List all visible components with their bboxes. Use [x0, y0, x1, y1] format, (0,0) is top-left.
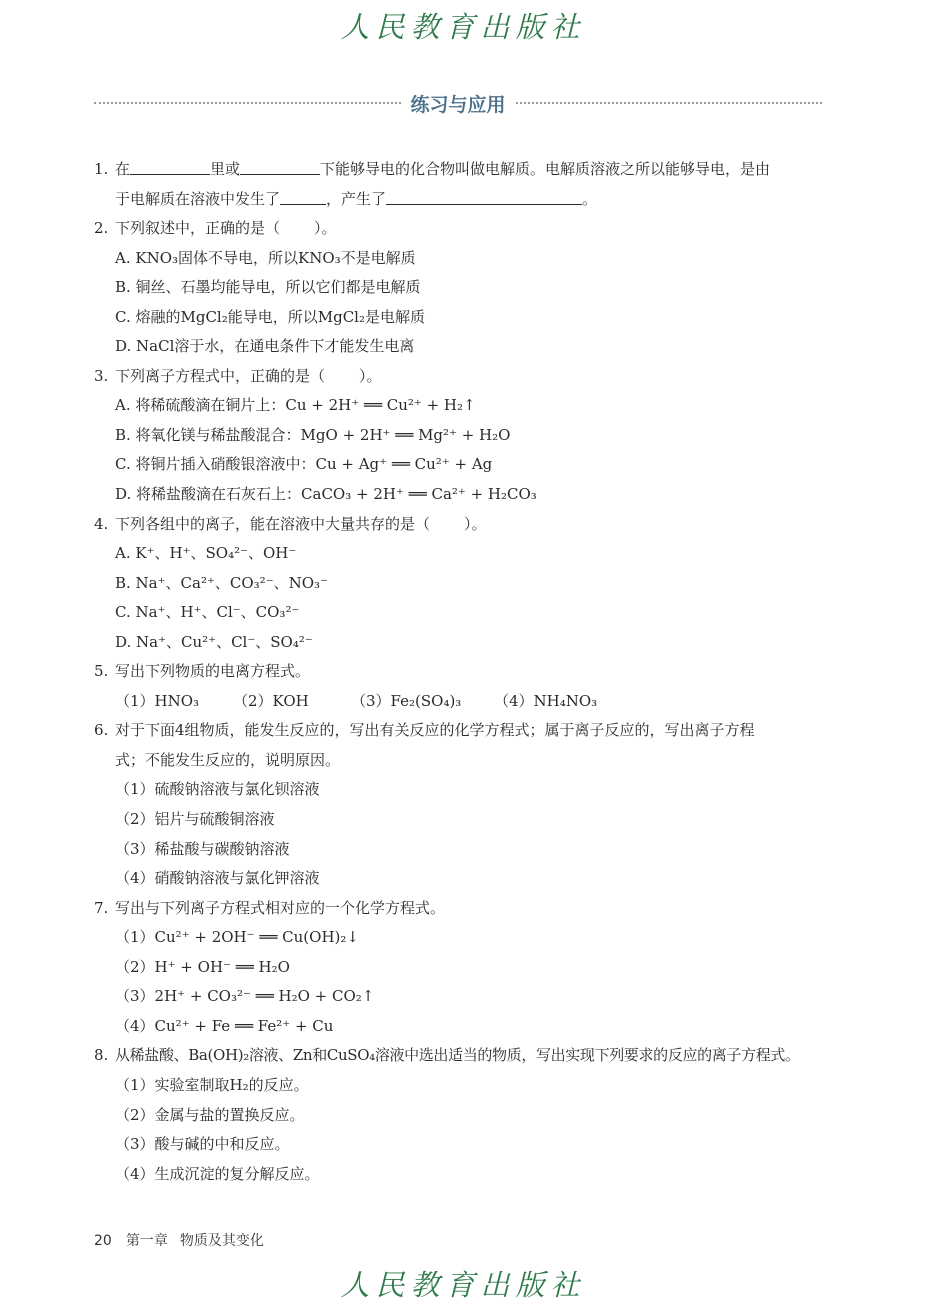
- question-text: 写出下列物质的电离方程式。: [115, 662, 311, 681]
- question-text: 下列叙述中，正确的是（: [115, 219, 281, 238]
- sub-item: （1）硫酸钠溶液与氯化钡溶液: [115, 780, 320, 799]
- publisher-logo-text: 人民教育出版社: [339, 10, 586, 44]
- option-b: B. 铜丝、石墨均能导电，所以它们都是电解质: [115, 278, 421, 297]
- question-number: 4.: [94, 514, 109, 533]
- question-number: 6.: [94, 721, 109, 740]
- publisher-logo-bottom: [0, 1262, 925, 1306]
- dotted-rule-right: [516, 102, 823, 104]
- question-text: 从稀盐酸、Ba(OH)₂溶液、Zn和CuSO₄溶液中选出适当的物质，写出实现下列要求的反应的离子方程式。: [115, 1046, 800, 1065]
- sub-item: （4）硝酸钠溶液与氯化钾溶液: [115, 869, 320, 888]
- sub-item: （2）KOH: [233, 691, 309, 710]
- question-text: 在: [115, 160, 131, 178]
- option-c: C. Na⁺、H⁺、Cl⁻、CO₃²⁻: [115, 603, 300, 622]
- page-footer: [94, 1230, 264, 1250]
- question-number: 1.: [94, 160, 109, 178]
- dotted-rule-left: [94, 102, 401, 104]
- question-7: [94, 894, 829, 924]
- question-8: [94, 1041, 829, 1071]
- publisher-logo-icon: [333, 1262, 593, 1306]
- question-5: [94, 657, 829, 687]
- option-c: C. 熔融的MgCl₂能导电，所以MgCl₂是电解质: [115, 307, 425, 326]
- question-1: [94, 155, 829, 185]
- sub-item: （1）Cu²⁺ + 2OH⁻ ══ Cu(OH)₂↓: [115, 928, 359, 947]
- exercise-list: [94, 155, 829, 1189]
- question-number: 2.: [94, 219, 109, 238]
- question-1-line-2: [94, 185, 829, 215]
- option-d: D. 将稀盐酸滴在石灰石上：CaCO₃ + 2H⁺ ══ Ca²⁺ + H₂CO₃: [115, 485, 537, 504]
- question-text: ）。: [359, 366, 382, 385]
- sub-item: （4）Cu²⁺ + Fe ══ Fe²⁺ + Cu: [115, 1016, 334, 1035]
- sub-item: （2）铝片与硫酸铜溶液: [115, 810, 275, 829]
- page-number: 20: [94, 1233, 112, 1249]
- option-d: D. NaCl溶于水，在通电条件下才能发生电离: [115, 337, 415, 356]
- question-4: [94, 510, 829, 540]
- option-a: A. K⁺、H⁺、SO₄²⁻、OH⁻: [115, 544, 297, 563]
- question-text: 。: [582, 189, 598, 208]
- question-text: 下列各组中的离子，能在溶液中大量共存的是（: [115, 514, 431, 533]
- sub-item: （4）NH₄NO₃: [494, 691, 598, 710]
- question-6: [94, 716, 829, 746]
- question-text: 下列离子方程式中，正确的是（: [115, 366, 326, 385]
- question-text: ）。: [464, 514, 487, 533]
- question-text: 于电解质在溶液中发生了: [115, 189, 281, 208]
- sub-item: （1）HNO₃: [115, 691, 200, 710]
- chapter-title: 物质及其变化: [179, 1233, 264, 1249]
- publisher-logo-top: [0, 4, 925, 48]
- option-b: B. Na⁺、Ca²⁺、CO₃²⁻、NO₃⁻: [115, 573, 328, 592]
- option-a: A. KNO₃固体不导电，所以KNO₃不是电解质: [115, 248, 416, 267]
- sub-item: （2）H⁺ + OH⁻ ══ H₂O: [115, 957, 290, 976]
- question-text: 里或: [210, 160, 241, 178]
- question-number: 8.: [94, 1046, 109, 1065]
- sub-item: （2）金属与盐的置换反应。: [115, 1105, 305, 1124]
- option-a: A. 将稀硫酸滴在铜片上：Cu + 2H⁺ ══ Cu²⁺ + H₂↑: [115, 396, 476, 415]
- sub-item: （3）2H⁺ + CO₃²⁻ ══ H₂O + CO₂↑: [115, 987, 375, 1006]
- answer-blank: [130, 159, 210, 175]
- answer-blank: [386, 189, 582, 205]
- publisher-logo-text: 人民教育出版社: [339, 1268, 586, 1302]
- question-6-line-2: 式；不能发生反应的，说明原因。: [115, 750, 341, 769]
- answer-blank: [240, 159, 320, 175]
- question-number: 3.: [94, 366, 109, 385]
- option-d: D. Na⁺、Cu²⁺、Cl⁻、SO₄²⁻: [115, 632, 313, 651]
- question-number: 7.: [94, 898, 109, 917]
- section-header: [94, 90, 822, 116]
- sub-item: （1）实验室制取H₂的反应。: [115, 1075, 309, 1094]
- question-text: 下能够导电的化合物叫做电解质。电解质溶液之所以能够导电，是由: [320, 160, 771, 178]
- question-text: 写出与下列离子方程式相对应的一个化学方程式。: [115, 898, 446, 917]
- question-text: ）。: [314, 219, 337, 238]
- chapter-label: 第一章: [125, 1233, 168, 1249]
- section-title: 练习与应用: [410, 93, 506, 116]
- question-3: [94, 362, 829, 392]
- option-b: B. 将氧化镁与稀盐酸混合：MgO + 2H⁺ ══ Mg²⁺ + H₂O: [115, 425, 511, 444]
- sub-item: （3）Fe₂(SO₄)₃: [351, 691, 462, 710]
- publisher-logo-icon: [333, 4, 593, 48]
- question-2: [94, 214, 829, 244]
- sub-item: （4）生成沉淀的复分解反应。: [115, 1164, 320, 1183]
- sub-item: （3）稀盐酸与碳酸钠溶液: [115, 839, 290, 858]
- option-c: C. 将铜片插入硝酸银溶液中：Cu + Ag⁺ ══ Cu²⁺ + Ag: [115, 455, 493, 474]
- sub-item: （3）酸与碱的中和反应。: [115, 1135, 290, 1154]
- question-text: 对于下面4组物质，能发生反应的，写出有关反应的化学方程式；属于离子反应的，写出离子方程: [115, 721, 755, 740]
- answer-blank: [280, 189, 326, 205]
- question-number: 5.: [94, 662, 109, 681]
- question-text: ，产生了: [326, 189, 387, 208]
- question-5-items: [94, 687, 829, 717]
